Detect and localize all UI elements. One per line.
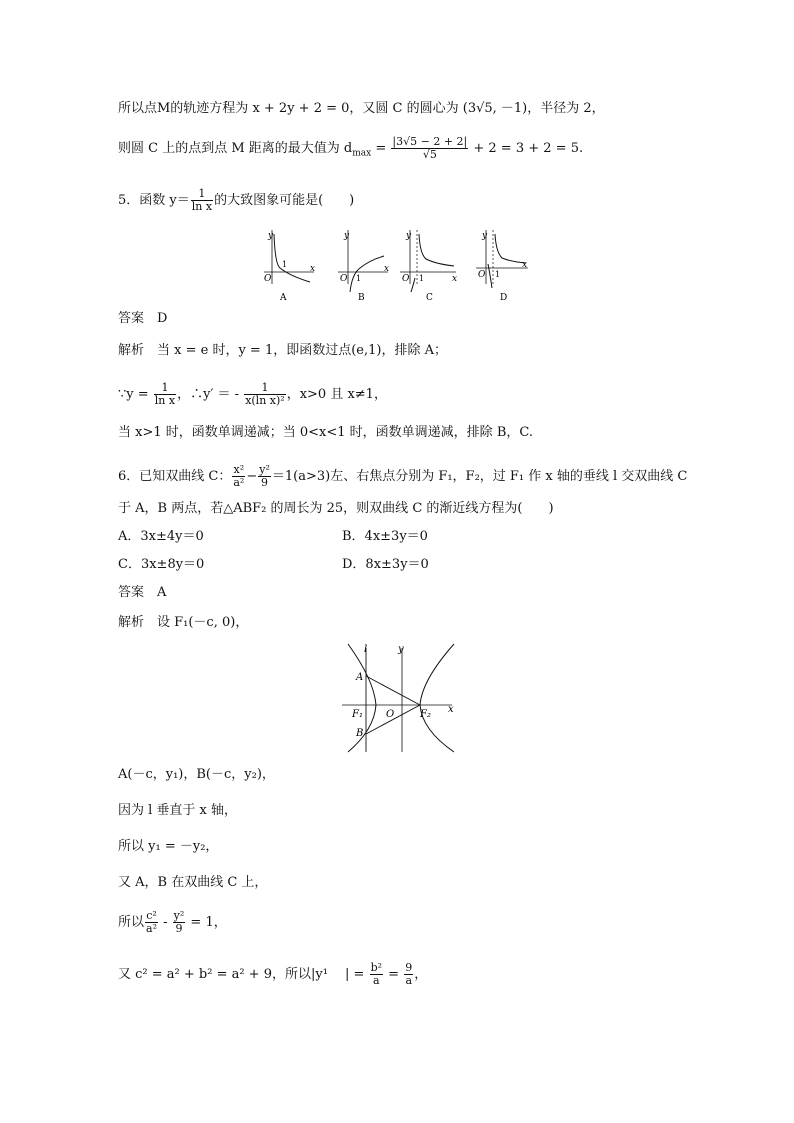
- q6-option-a: A．3x±4y＝0: [118, 529, 204, 544]
- graph-a-label: A: [280, 293, 287, 303]
- q6-s6-d1: a: [373, 974, 380, 987]
- graph-a-y-label: y: [268, 231, 274, 241]
- q5-a2-num2: 1: [244, 382, 286, 395]
- q6-stem-prefix: 6．已知双曲线 C：: [118, 469, 232, 484]
- q6-s5-d2: 9: [175, 922, 183, 935]
- q5-analysis2: [118, 382, 387, 407]
- label-f2: F₂: [420, 709, 431, 720]
- q6-s2: 因为 l 垂直于 x 轴，: [118, 803, 238, 818]
- label-f1: F₁: [352, 709, 363, 720]
- graph-d-label: D: [500, 293, 508, 303]
- graph-d-origin: O: [478, 270, 486, 280]
- q4-frac-num: |3√5 − 2 + 2|: [392, 135, 468, 148]
- q6-option-d: D．8x±3y＝0: [342, 557, 429, 572]
- q5-fraction: [191, 188, 213, 213]
- graph-b-x-label: x: [384, 264, 390, 274]
- q5-frac-num: 1: [191, 188, 213, 201]
- q6-option-b: B．4x±3y＝0: [342, 529, 428, 544]
- graph-b-label: B: [358, 293, 365, 303]
- q4-frac-den: √5: [422, 148, 437, 161]
- q6-stem: [118, 464, 687, 489]
- graph-d-x-label: x: [522, 260, 528, 270]
- graph-c: [400, 230, 457, 303]
- q5-answer: 答案 D: [118, 311, 168, 326]
- graph-c-one: 1: [419, 274, 425, 283]
- q6-s1: A(－c，y₁)，B(－c，y₂)，: [118, 767, 275, 782]
- q6-s5-minus: -: [158, 915, 172, 930]
- q4-line2: [118, 136, 583, 163]
- graph-c-label: C: [426, 293, 433, 303]
- q5-frac-den: ln x: [191, 200, 213, 213]
- graph-d-y-label: y: [482, 231, 488, 241]
- q6-s5-frac2: [173, 910, 186, 935]
- q5-stem: [118, 188, 354, 213]
- q6-answer: 答案 A: [118, 585, 167, 600]
- q6-s6: [118, 962, 427, 987]
- q6-s6-n2: 9: [405, 961, 413, 974]
- graph-c-origin: O: [402, 274, 410, 284]
- graph-a-one: 1: [282, 260, 288, 269]
- q6-s6-d2: a: [405, 974, 412, 987]
- q6-s6-frac2: [404, 962, 413, 987]
- q6-s5-n1: c²: [146, 909, 157, 922]
- q6-s5-suffix: = 1，: [186, 915, 227, 930]
- q6-stem2: 于 A，B 两点，若△ABF₂ 的周长为 25，则双曲线 C 的渐近线方程为( ): [118, 501, 554, 516]
- q6-f1-num: x²: [233, 463, 245, 476]
- q6-s5-frac1: [145, 910, 158, 935]
- graph-a-x-label: x: [310, 264, 316, 274]
- q4-line2-suffix: + 2 = 3 + 2 = 5.: [469, 141, 584, 156]
- q5-a2-suffix: ，x>0 且 x≠1，: [286, 387, 387, 402]
- q6-s6-n1: b²: [370, 961, 383, 974]
- q6-analysis-head: 解析 设 F₁(－c, 0)，: [118, 615, 249, 630]
- graph-d: [476, 230, 528, 303]
- q5-a2-prefix: ∵y =: [118, 387, 153, 402]
- q6-option-c: C．3x±8y＝0: [118, 557, 205, 572]
- q6-stem-suffix: ＝1(a>3)左、右焦点分别为 F₁，F₂，过 F₁ 作 x 轴的垂线 l 交双曲线 C: [271, 469, 688, 484]
- q5-graphs: [250, 224, 540, 306]
- q5-a2-frac1: [154, 382, 176, 407]
- q5-stem-suffix: 的大致图象可能是( ): [214, 193, 355, 208]
- q5-a2-num1: 1: [154, 382, 176, 395]
- q5-stem-prefix: 5．函数 y＝: [118, 193, 190, 208]
- q6-frac2: [258, 464, 271, 489]
- graph-b-origin: O: [340, 274, 348, 284]
- hyperbola-diagram: [336, 640, 464, 754]
- q6-s3: 所以 y₁ = －y₂，: [118, 839, 219, 854]
- q6-s6-frac1: [370, 962, 383, 987]
- q5-a2-den1: ln x: [154, 394, 176, 407]
- q6-s6-prefix: 又 c² = a² + b² = a² + 9，所以|y¹ | =: [118, 967, 369, 982]
- graph-d-one: 1: [495, 270, 501, 279]
- q4-line1: 所以点M的轨迹方程为 x + 2y + 2 = 0，又圆 C 的圆心为 (3√5, －1)，半径为 2，: [118, 101, 605, 116]
- graph-c-x-label: x: [452, 274, 458, 284]
- label-l: l: [364, 644, 368, 655]
- q5-analysis1: 解析 当 x = e 时，y = 1，即函数过点(e,1)，排除 A；: [118, 343, 447, 358]
- q4-eq: =: [371, 141, 391, 156]
- q6-s5: [118, 910, 227, 935]
- q5-a2-mid: ，∴y′ ＝ -: [177, 387, 244, 402]
- q4-dmax-sub: max: [352, 148, 372, 159]
- label-b: B: [356, 728, 364, 739]
- q6-s5-n2: y²: [173, 909, 185, 922]
- q6-s5-d1: a²: [146, 922, 157, 935]
- q4-fraction: [391, 136, 468, 161]
- q6-s6-suffix: ，: [414, 967, 428, 982]
- q6-minus: −: [246, 469, 258, 484]
- q5-a2-den2: x(ln x)²: [245, 394, 285, 407]
- graph-c-y-label: y: [406, 231, 412, 241]
- graph-b-y-label: y: [344, 231, 350, 241]
- q5-a2-frac2: [244, 382, 286, 407]
- label-a: A: [356, 672, 364, 683]
- q6-s5-prefix: 所以: [118, 915, 145, 930]
- q6-s4: 又 A，B 在双曲线 C 上，: [118, 875, 268, 890]
- label-x: x: [448, 704, 454, 715]
- graph-a-origin: O: [264, 274, 272, 284]
- label-o: O: [386, 709, 395, 720]
- q6-f2-den: 9: [261, 476, 269, 489]
- q4-line2-prefix: 则圆 C 上的点到点 M 距离的最大值为 d: [118, 141, 353, 156]
- q5-analysis3: 当 x>1 时，函数单调递减；当 0<x<1 时，函数单调递减，排除 B，C.: [118, 425, 533, 440]
- q6-f1-den: a²: [233, 476, 245, 489]
- graph-b-one: 1: [356, 274, 362, 283]
- q6-frac1: [232, 464, 245, 489]
- graph-a: [264, 230, 315, 303]
- q6-s6-eq: =: [384, 967, 404, 982]
- q6-f2-num: y²: [259, 463, 270, 476]
- label-y: y: [398, 644, 404, 655]
- graph-b: [338, 230, 389, 303]
